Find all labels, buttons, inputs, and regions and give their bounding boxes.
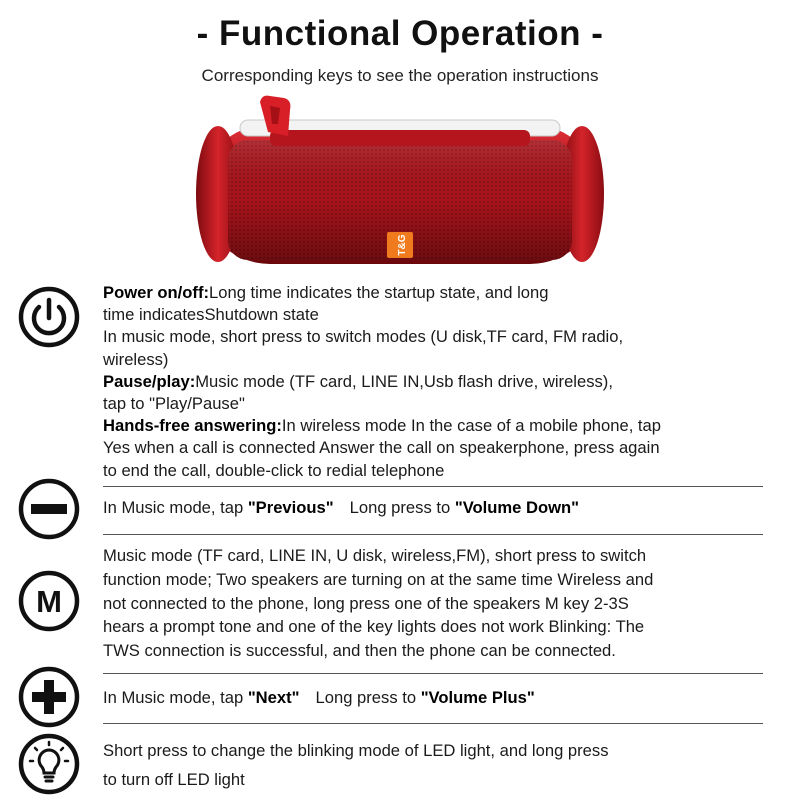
volume-down-label: "Volume Down" — [454, 498, 580, 517]
plus-icon — [18, 666, 80, 728]
light-instructions: Short press to change the blinking mode of LED light, and long press to turn off LED light — [103, 741, 609, 789]
pause-play-label: Pause/play: — [103, 371, 196, 391]
volume-plus-label: "Volume Plus" — [420, 688, 535, 707]
minus-icon — [18, 478, 80, 540]
m-key-instructions: Music mode (TF card, LINE IN, U disk, wireless,FM), short press to switch function mode; Two speakers are turning on at the same time Wireless and not connected to the phone, long press one of the speakers M key 2-3S hears a prompt tone and one of the key lights does not work Blinking: The TWS connection is successful, and then the phone can be connected. — [103, 546, 654, 661]
page-title: - Functional Operation - — [196, 14, 604, 53]
power-label: Power on/off: — [103, 283, 210, 302]
hands-free-label: Hands-free answering: — [103, 416, 282, 436]
divider — [103, 534, 763, 535]
svg-text:T&G: T&G — [397, 234, 408, 256]
power-instructions: Power on/off:Long time indicates the startup state, and long time indicatesShutdown state In music mode, short press to switch modes (U disk,TF card, FM radio, wireless) Pause/play:Music mode (TF card, LINE IN,Usb flash drive, wireless), tap to "Play/Pause" Hands-free answering:In wireless mode In the case of a mobile phone, tap Yes when a call is connected Answer the call on speakerphone, press again to end the call, double-click to redial telephone — [103, 283, 662, 480]
svg-text:M: M — [36, 584, 62, 619]
next-label: "Next" — [247, 688, 300, 707]
plus-instructions: In Music mode, tap "Next" Long press to "Volume Plus" — [103, 688, 535, 707]
divider — [103, 673, 763, 674]
brand-logo — [387, 232, 413, 258]
power-icon — [18, 286, 80, 348]
minus-instructions: In Music mode, tap "Previous" Long press to "Volume Down" — [103, 498, 580, 517]
divider — [103, 723, 763, 724]
divider — [103, 486, 763, 487]
speaker-illustration — [190, 92, 610, 267]
light-bulb-icon — [18, 733, 80, 795]
page-subtitle: Corresponding keys to see the operation instructions — [201, 66, 599, 85]
previous-label: "Previous" — [247, 498, 334, 517]
m-key-icon — [18, 570, 80, 632]
